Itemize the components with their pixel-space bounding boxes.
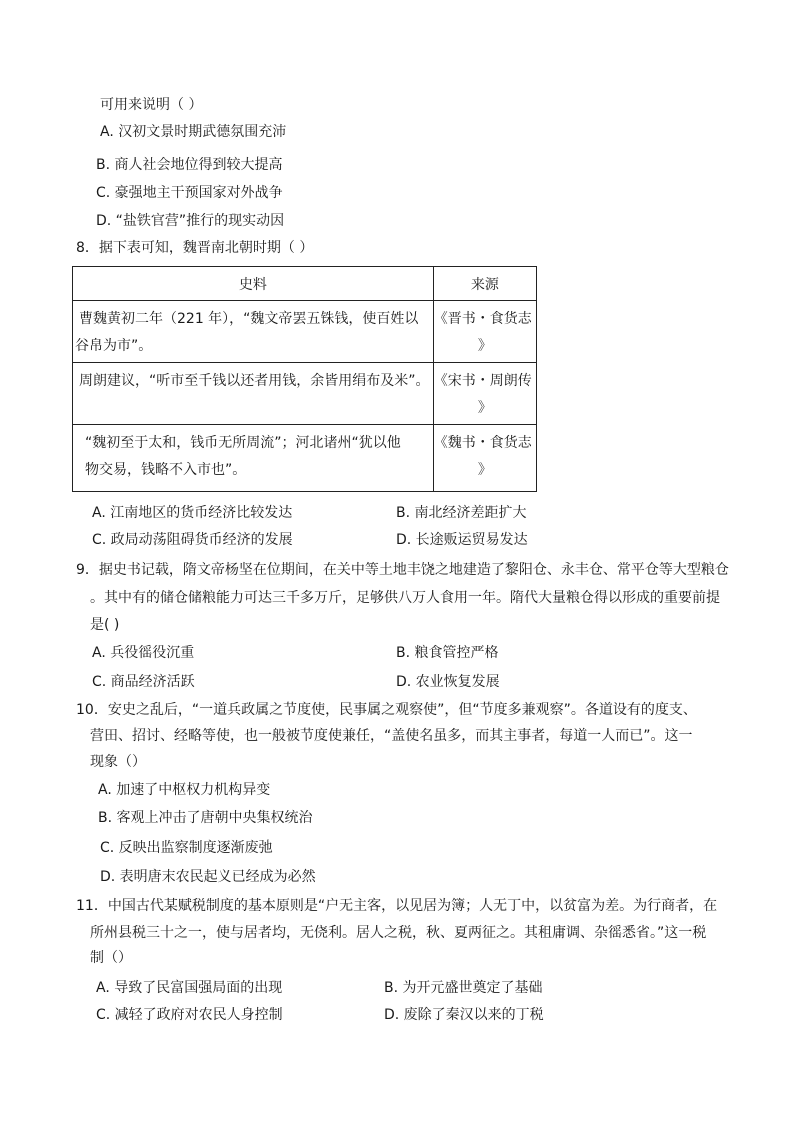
q10-option-a: A. 加速了中枢权力机构异变 — [98, 782, 271, 798]
q10-stem-line: 现象（） — [90, 754, 146, 770]
table-cell-line: 周朗建议，“听市至千钱以还者用钱，余皆用绢布及米”。 — [79, 373, 430, 389]
q8-option-b: B. 南北经济差距扩大 — [396, 505, 527, 521]
table-cell — [433, 425, 536, 492]
q11-stem-line: 11．中国古代某赋税制度的基本原则是“户无主客，以见居为簿；人无丁中，以贫富为差。为行商者，在 — [76, 898, 718, 914]
q11-option-a: A. 导致了民富国强局面的出现 — [96, 980, 283, 996]
q9-stem-line: 9．据史书记载，隋文帝杨坚在位期间，在关中等土地丰饶之地建造了黎阳仓、永丰仓、常平仓等大型粮仓 — [76, 562, 729, 578]
q10-option-b: B. 客观上冲击了唐朝中央集权统治 — [98, 810, 313, 826]
table-cell — [433, 301, 536, 363]
q11-stem-line: 所州县税三十之一，使与居者均，无侥利。居人之税，秋、夏两征之。其租庸调、杂徭悉省。”这一税 — [90, 925, 707, 941]
q8-option-d: D. 长途贩运贸易发达 — [396, 532, 528, 548]
table-cell — [73, 301, 434, 363]
table-cell-line: 》 — [477, 338, 492, 354]
table-cell-line: 曹魏黄初二年（221 年），“魏文帝罢五铢钱，使百姓以 — [79, 311, 419, 327]
q8-option-a: A. 江南地区的货币经济比较发达 — [92, 505, 293, 521]
table-header-cell: 来源 — [433, 267, 536, 301]
q7-stem-tail: 可用来说明（ ） — [100, 97, 203, 113]
q10-stem-line: 10．安史之乱后，“一道兵政属之节度使，民事属之观察使”，但“节度多兼观察”。各道设有的度支、 — [76, 702, 697, 718]
q11-option-b: B. 为开元盛世奠定了基础 — [384, 980, 543, 996]
q9-option-a: A. 兵役徭役沉重 — [92, 645, 195, 661]
table-row — [73, 425, 537, 492]
q7-option-d: D. “盐铁官营”推行的现实动因 — [96, 213, 285, 229]
q9-option-c: C. 商品经济活跃 — [92, 674, 195, 690]
table-cell-line: 物交易，钱略不入市也”。 — [85, 462, 247, 478]
q9-option-b: B. 粮食管控严格 — [396, 645, 499, 661]
q11-option-c: C. 减轻了政府对农民人身控制 — [96, 1007, 283, 1023]
q8-option-c: C. 政局动荡阻碍货币经济的发展 — [92, 532, 293, 548]
q10-stem-line: 营田、招讨、经略等使，也一般被节度使兼任，“盖使名虽多，而其主事者，每道一人而已”。这一 — [90, 728, 693, 744]
q7-option-b: B. 商人社会地位得到较大提高 — [96, 157, 283, 173]
q8-stem: 8．据下表可知，魏晋南北朝时期（ ） — [76, 240, 314, 256]
q9-stem-line: 。其中有的储仓储粮能力可达三千多万斤，足够供八万人食用一年。隋代大量粮仓得以形成的重要前提 — [90, 590, 720, 606]
table-cell — [433, 363, 536, 425]
table-cell-line: 谷帛为市”。 — [75, 338, 153, 354]
table-cell-line: 《魏书・食货志 — [433, 435, 532, 451]
q7-option-c: C. 豪强地主干预国家对外战争 — [96, 185, 283, 201]
q11-option-d: D. 废除了秦汉以来的丁税 — [384, 1007, 544, 1023]
table-cell-line: 《晋书・食货志 — [433, 311, 532, 327]
q7-option-a: A. 汉初文景时期武德氛围充沛 — [100, 124, 287, 140]
table-row — [73, 301, 537, 363]
table-cell-line: 《宋书・周朗传 — [433, 373, 532, 389]
table-cell-line: “魏初至于太和，钱币无所周流”；河北诸州“犹以他 — [85, 435, 401, 451]
q10-option-d: D. 表明唐末农民起义已经成为必然 — [100, 869, 316, 885]
table-cell-line: 》 — [477, 462, 492, 478]
q11-stem-line: 制（） — [90, 950, 132, 966]
q8-source-table — [72, 266, 537, 492]
q10-option-c: C. 反映出监察制度逐渐废弛 — [100, 840, 273, 856]
table-cell — [73, 363, 434, 425]
q9-stem-line: 是( ) — [90, 617, 120, 633]
q9-option-d: D. 农业恢复发展 — [396, 674, 500, 690]
table-cell-line: 》 — [477, 400, 492, 416]
table-header-cell: 史料 — [73, 267, 434, 301]
table-row — [73, 363, 537, 425]
table-cell — [73, 425, 434, 492]
table-header-row — [73, 267, 537, 301]
